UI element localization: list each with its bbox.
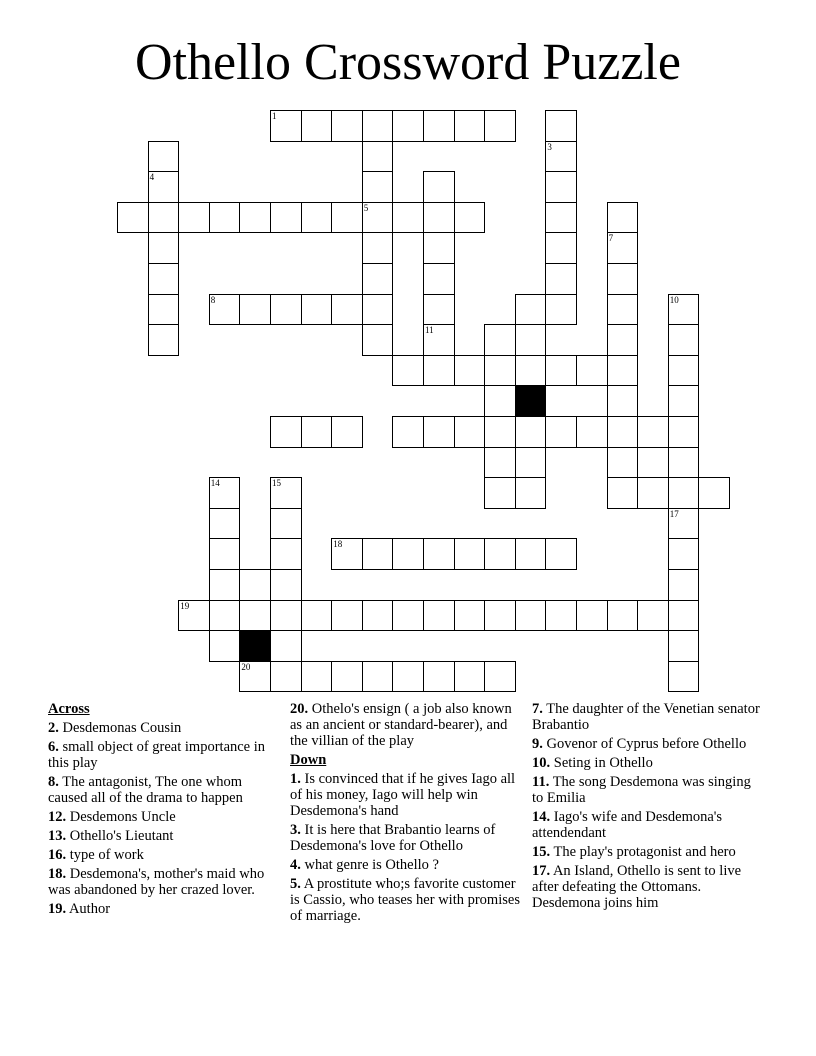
grid-cell[interactable] <box>148 263 180 295</box>
clue-item-number: 19. <box>48 901 67 917</box>
grid-cell[interactable] <box>423 202 455 234</box>
grid-cell[interactable] <box>454 416 486 448</box>
grid-cell[interactable] <box>454 355 486 387</box>
grid-cell[interactable] <box>545 294 577 326</box>
grid-cell[interactable] <box>668 294 700 326</box>
grid-cell[interactable] <box>209 569 241 601</box>
clue-item-number: 5. <box>290 876 301 892</box>
across-clue-list-continued <box>290 701 522 749</box>
clue-item-text: An Island, Othello is sent to live after defeating the Ottomans. Desdemona joins him <box>532 863 742 911</box>
clue-item-number: 13. <box>48 828 67 844</box>
across-clue-list <box>48 720 280 917</box>
clue-item <box>290 857 522 873</box>
clue-item <box>48 774 280 806</box>
grid-cell[interactable] <box>607 477 639 509</box>
clue-number: 10 <box>669 294 679 305</box>
grid-cell[interactable] <box>117 202 149 234</box>
clue-number: 5 <box>363 202 369 213</box>
clue-item <box>532 863 764 911</box>
grid-cell[interactable] <box>484 447 516 479</box>
grid-cell[interactable] <box>148 324 180 356</box>
grid-cell[interactable] <box>454 661 486 693</box>
grid-cell[interactable] <box>301 600 333 632</box>
clue-item-text: The song Desdemona was singing to Emilia <box>532 774 751 806</box>
grid-cell[interactable] <box>362 110 394 142</box>
grid-cell[interactable] <box>545 355 577 387</box>
page-title: Othello Crossword Puzzle <box>135 34 681 91</box>
grid-cell[interactable] <box>515 324 547 356</box>
grid-cell[interactable] <box>239 600 271 632</box>
grid-cell[interactable] <box>637 416 669 448</box>
grid-cell[interactable] <box>178 600 210 632</box>
grid-cell[interactable] <box>576 416 608 448</box>
grid-cell[interactable] <box>270 477 302 509</box>
grid-cell[interactable] <box>178 202 210 234</box>
clue-item <box>48 847 280 863</box>
clue-number: 8 <box>210 294 216 305</box>
clue-item-text: Author <box>68 901 111 917</box>
grid-cell[interactable] <box>270 600 302 632</box>
grid-cell[interactable] <box>331 294 363 326</box>
grid-cell[interactable] <box>515 355 547 387</box>
grid-cell[interactable] <box>484 385 516 417</box>
grid-cell[interactable] <box>270 630 302 662</box>
grid-cell[interactable] <box>607 232 639 264</box>
grid-cell[interactable] <box>607 355 639 387</box>
grid-cell[interactable] <box>209 600 241 632</box>
grid-cell[interactable] <box>668 538 700 570</box>
grid-cell[interactable] <box>515 447 547 479</box>
grid-cell[interactable] <box>239 202 271 234</box>
grid-cell[interactable] <box>484 600 516 632</box>
grid-cell[interactable] <box>637 477 669 509</box>
grid-cell[interactable] <box>545 202 577 234</box>
grid-cell[interactable] <box>423 538 455 570</box>
grid-cell[interactable] <box>668 508 700 540</box>
grid-cell[interactable] <box>515 477 547 509</box>
clue-item <box>532 736 764 752</box>
grid-cell[interactable] <box>270 416 302 448</box>
grid-cell[interactable] <box>362 324 394 356</box>
grid-cell[interactable] <box>668 447 700 479</box>
grid-cell[interactable] <box>545 110 577 142</box>
clue-item <box>532 774 764 806</box>
grid-cell[interactable] <box>270 661 302 693</box>
grid-cell[interactable] <box>270 110 302 142</box>
grid-cell[interactable] <box>637 600 669 632</box>
grid-cell[interactable] <box>607 385 639 417</box>
clue-item-text: Is convinced that if he gives Iago all of his money, Iago will help win Desdemona's hand <box>290 771 516 819</box>
grid-cell[interactable] <box>423 232 455 264</box>
grid-cell[interactable] <box>668 630 700 662</box>
clue-item <box>290 876 522 924</box>
grid-cell[interactable] <box>454 110 486 142</box>
grid-cell[interactable] <box>270 294 302 326</box>
clue-item-text: small object of great importance in this play <box>48 739 266 771</box>
clue-item-text: Othelo's ensign ( a job also known as an ancient or standard-bearer), and the villian of the play <box>290 701 512 749</box>
grid-cell[interactable] <box>239 294 271 326</box>
grid-cell[interactable] <box>668 355 700 387</box>
clue-item-text: The daughter of the Venetian senator Brabantio <box>532 701 760 733</box>
clue-item-number: 2. <box>48 720 59 736</box>
clue-item-number: 3. <box>290 822 301 838</box>
clue-item-number: 8. <box>48 774 59 790</box>
clue-item-number: 16. <box>48 847 67 863</box>
clue-number: 11 <box>425 325 434 336</box>
grid-cell[interactable] <box>270 538 302 570</box>
grid-cell[interactable] <box>362 171 394 203</box>
grid-cell[interactable] <box>362 538 394 570</box>
grid-cell[interactable] <box>148 171 180 203</box>
clue-item-number: 14. <box>532 809 551 825</box>
grid-cell[interactable] <box>423 661 455 693</box>
clue-item <box>48 866 280 898</box>
grid-cell[interactable] <box>301 416 333 448</box>
grid-cell[interactable] <box>239 569 271 601</box>
clue-number: 1 <box>272 111 277 121</box>
grid-cell[interactable] <box>545 263 577 295</box>
grid-cell[interactable] <box>515 600 547 632</box>
grid-cell[interactable] <box>423 294 455 326</box>
grid-cell[interactable] <box>576 355 608 387</box>
grid-cell[interactable] <box>362 600 394 632</box>
grid-cell[interactable] <box>668 661 700 693</box>
grid-cell[interactable] <box>423 355 455 387</box>
grid-cell[interactable] <box>454 538 486 570</box>
grid-cell[interactable] <box>484 538 516 570</box>
grid-cell[interactable] <box>301 110 333 142</box>
clue-item <box>48 809 280 825</box>
grid-cell[interactable] <box>362 661 394 693</box>
grid-cell[interactable] <box>423 600 455 632</box>
grid-cell[interactable] <box>515 294 547 326</box>
grid-cell[interactable] <box>148 294 180 326</box>
grid-cell[interactable] <box>607 416 639 448</box>
clue-item-text: The play's protagonist and hero <box>553 844 736 860</box>
grid-cell[interactable] <box>209 202 241 234</box>
clue-number: 18 <box>333 539 343 550</box>
grid-cell[interactable] <box>607 294 639 326</box>
clue-item-text: Govenor of Cyprus before Othello <box>546 736 747 752</box>
clues-column-2 <box>290 701 522 927</box>
clue-item-number: 11. <box>532 774 550 790</box>
clue-item-text: It is here that Brabantio learns of Desdemona's love for Othello <box>290 822 496 854</box>
clue-number: 17 <box>669 508 679 519</box>
grid-cell[interactable] <box>209 508 241 540</box>
grid-cell[interactable] <box>362 202 394 234</box>
grid-cell[interactable] <box>545 600 577 632</box>
grid-cell[interactable] <box>668 324 700 356</box>
grid-cell[interactable] <box>331 110 363 142</box>
grid-cell[interactable] <box>545 416 577 448</box>
clue-item-number: 9. <box>532 736 543 752</box>
clue-item <box>532 701 764 733</box>
grid-cell[interactable] <box>576 600 608 632</box>
down-heading: Down <box>290 752 327 768</box>
grid-cell[interactable] <box>484 110 516 142</box>
clue-item-text: Othello's Lieutant <box>69 828 174 844</box>
grid-cell[interactable] <box>392 538 424 570</box>
clues-column-3 <box>532 701 764 914</box>
grid-cell[interactable] <box>148 141 180 173</box>
grid-cell[interactable] <box>607 263 639 295</box>
grid-cell[interactable] <box>423 171 455 203</box>
grid-cell[interactable] <box>362 141 394 173</box>
grid-cell[interactable] <box>209 294 241 326</box>
grid-cell[interactable] <box>209 630 241 662</box>
grid-cell[interactable] <box>270 202 302 234</box>
grid-cell[interactable] <box>331 416 363 448</box>
grid-cell[interactable] <box>331 661 363 693</box>
clue-item-number: 15. <box>532 844 551 860</box>
grid-cell[interactable] <box>392 202 424 234</box>
across-heading: Across <box>48 701 90 717</box>
clue-item-text: Seting in Othello <box>553 755 653 771</box>
clues-column-1 <box>48 701 280 920</box>
grid-cell[interactable] <box>301 661 333 693</box>
grid-cell[interactable] <box>484 324 516 356</box>
clue-number: 7 <box>608 233 614 244</box>
clue-item-text: what genre is Othello ? <box>304 857 439 873</box>
grid-cell[interactable] <box>392 416 424 448</box>
grid-cell[interactable] <box>668 477 700 509</box>
grid-cell[interactable] <box>301 202 333 234</box>
grid-cell[interactable] <box>668 600 700 632</box>
clue-item <box>48 828 280 844</box>
grid-cell[interactable] <box>545 232 577 264</box>
grid-cell[interactable] <box>209 477 241 509</box>
clue-item-number: 7. <box>532 701 543 717</box>
grid-cell[interactable] <box>362 263 394 295</box>
grid-cell[interactable] <box>698 477 730 509</box>
clue-item <box>532 755 764 771</box>
grid-cell[interactable] <box>362 294 394 326</box>
grid-cell[interactable] <box>392 110 424 142</box>
clue-number: 14 <box>210 478 220 489</box>
clue-item-number: 12. <box>48 809 67 825</box>
grid-cell[interactable] <box>668 385 700 417</box>
clue-item-number: 6. <box>48 739 59 755</box>
clue-item <box>290 701 522 749</box>
clue-item <box>532 809 764 841</box>
clue-item-number: 4. <box>290 857 301 873</box>
clue-item-number: 20. <box>290 701 309 717</box>
clue-item-text: A prostitute who;s favorite customer is Cassio, who teases her with promises of marriage. <box>290 876 520 924</box>
grid-cell[interactable] <box>545 171 577 203</box>
clue-item-number: 18. <box>48 866 67 882</box>
grid-cell[interactable] <box>423 263 455 295</box>
grid-cell[interactable] <box>545 141 577 173</box>
grid-cell[interactable] <box>607 202 639 234</box>
grid-cell[interactable] <box>423 110 455 142</box>
clue-item-text: type of work <box>69 847 144 863</box>
grid-cell[interactable] <box>484 416 516 448</box>
grid-cell[interactable] <box>301 294 333 326</box>
grid-cell[interactable] <box>270 569 302 601</box>
clue-item-number: 17. <box>532 863 551 879</box>
clue-item-text: Iago's wife and Desdemona's attendendant <box>532 809 723 841</box>
grid-cell[interactable] <box>331 202 363 234</box>
grid-cell[interactable] <box>668 416 700 448</box>
grid-cell[interactable] <box>392 355 424 387</box>
grid-cell[interactable] <box>423 324 455 356</box>
down-clue-list <box>290 771 522 924</box>
grid-cell[interactable] <box>545 538 577 570</box>
grid-cell[interactable] <box>423 416 455 448</box>
grid-cell[interactable] <box>515 416 547 448</box>
clue-item-text: Desdemona's, mother's maid who was abandoned by her crazed lover. <box>48 866 265 898</box>
grid-cell[interactable] <box>270 508 302 540</box>
grid-cell[interactable] <box>362 232 394 264</box>
clue-item <box>290 771 522 819</box>
grid-cell[interactable] <box>209 538 241 570</box>
grid-cell[interactable] <box>668 569 700 601</box>
grid-cell[interactable] <box>331 538 363 570</box>
clue-number: 3 <box>547 141 552 152</box>
grid-cell[interactable] <box>607 447 639 479</box>
clue-item-number: 1. <box>290 771 301 787</box>
clue-item-text: Desdemons Uncle <box>69 809 176 825</box>
clue-item <box>532 844 764 860</box>
grid-cell[interactable] <box>331 600 363 632</box>
grid-cell[interactable] <box>515 538 547 570</box>
grid-cell[interactable] <box>484 355 516 387</box>
clue-item <box>48 739 280 771</box>
grid-cell[interactable] <box>484 661 516 693</box>
grid-cell[interactable] <box>392 661 424 693</box>
grid-cell[interactable] <box>239 661 271 693</box>
grid-cell[interactable] <box>392 600 424 632</box>
clue-item-text: Desdemonas Cousin <box>62 720 182 736</box>
clue-item-number: 10. <box>532 755 551 771</box>
down-clue-list-continued <box>532 701 764 911</box>
grid-cell[interactable] <box>607 324 639 356</box>
clue-item-text: The antagonist, The one whom caused all of the drama to happen <box>48 774 243 806</box>
grid-black-cell <box>515 385 547 417</box>
grid-cell[interactable] <box>148 202 180 234</box>
grid-cell[interactable] <box>148 232 180 264</box>
clue-number: 15 <box>272 478 281 489</box>
clue-item <box>48 901 280 917</box>
clue-item <box>290 822 522 854</box>
clue-number: 20 <box>241 661 251 672</box>
grid-black-cell <box>239 630 271 662</box>
grid-cell[interactable] <box>484 477 516 509</box>
clue-number: 4 <box>149 172 155 183</box>
grid-cell[interactable] <box>454 600 486 632</box>
grid-cell[interactable] <box>454 202 486 234</box>
clue-number: 19 <box>180 600 190 611</box>
grid-cell[interactable] <box>607 600 639 632</box>
clue-item <box>48 720 280 736</box>
